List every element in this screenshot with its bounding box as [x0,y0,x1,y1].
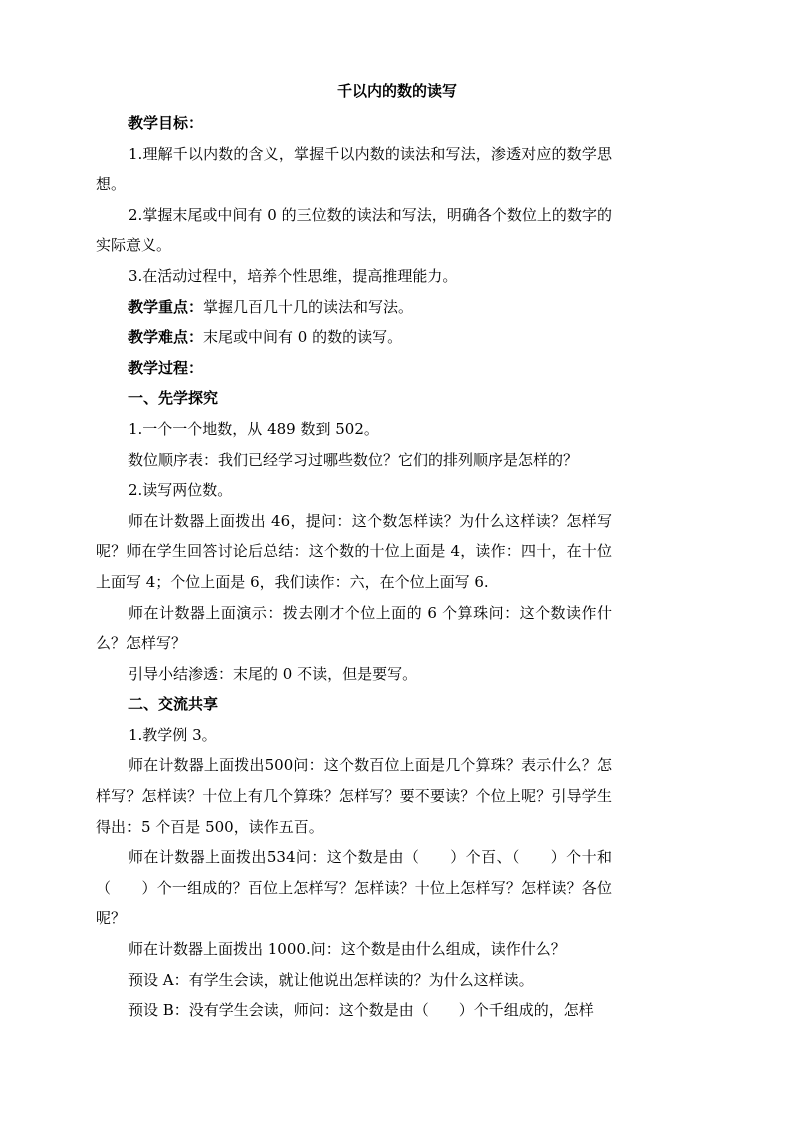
paragraph-text: 掌握几百几十几的读法和写法。 [203,297,414,316]
paragraph [96,965,612,996]
paragraph [96,414,612,445]
paragraph-text: 1.教学例 3。 [128,725,217,744]
paragraph [96,689,612,720]
paragraph-text: 师在计数器上面拨出 46，提问：这个数怎样读？为什么这样读？怎样写呢？师在学生回答讨论后总结：这个数的十位上面是 4，读作：四十，在十位上面写 4；个位上面是 6，我们读作：六，在个位上面写 6. [96,511,612,591]
paragraph [96,475,612,506]
paragraph-text: 预设 B：没有学生会读，师问：这个数是由（ ）个千组成的，怎样 [128,1001,594,1020]
paragraph [96,720,612,751]
paragraph-label: 一、先学探究 [128,389,219,408]
paragraph [96,506,612,598]
paragraph [96,995,612,1026]
paragraph [96,598,612,659]
document-title: 千以内的数的读写 [336,82,457,100]
paragraph-text: 2.掌握末尾或中间有 0 的三位数的读法和写法，明确各个数位上的数字的实际意义。 [96,205,612,255]
paragraph-text: 引导小结渗透：末尾的 0 不读，但是要写。 [128,664,418,683]
paragraph-label: 教学目标： [128,114,204,132]
paragraph [96,200,612,261]
paragraph-text: 师在计数器上面拨出 1000.问：这个数是由什么组成，读作什么？ [128,940,566,959]
paragraph [96,445,612,476]
paragraph-text: 末尾或中间有 0 的数的读写。 [203,328,403,347]
paragraph-text: 数位顺序表：我们已经学习过哪些数位？它们的排列顺序是怎样的？ [128,450,579,469]
paragraph-label: 教学难点： [128,328,204,347]
paragraph-text: 1.一个一个地数，从 489 数到 502。 [128,419,379,438]
paragraph [96,353,612,384]
paragraph-text: 师在计数器上面拨出534问：这个数是由（ ）个百、（ ）个十和（ ）个一组成的？百位上怎样写？怎样读？十位上怎样写？怎样读？各位呢？ [96,848,612,928]
paragraph-text: 3.在活动过程中，培养个性思维，提高推理能力。 [128,266,458,285]
paragraph [96,108,612,139]
paragraph [96,139,612,200]
paragraph-text: 预设 A：有学生会读，就让他说出怎样读的？为什么这样读。 [128,970,534,989]
paragraph [96,750,612,842]
paragraph-label: 教学过程： [128,358,204,377]
paragraph-text: 师在计数器上面演示：拨去刚才个位上面的 6 个算珠问：这个数读作什么？怎样写？ [96,603,612,653]
paragraph-text: 2.读写两位数。 [128,481,233,500]
paragraph-label: 二、交流共享 [128,695,219,714]
paragraph-text: 1.理解千以内数的含义，掌握千以内数的读法和写法，渗透对应的数学思想。 [96,144,612,194]
paragraph [96,842,612,934]
paragraph [96,322,612,353]
paragraph [96,934,612,965]
paragraph-label: 教学重点： [128,297,204,316]
paragraph [96,383,612,414]
paragraph [96,659,612,690]
paragraph [96,292,612,323]
paragraph-text: 师在计数器上面拨出500问：这个数百位上面是几个算珠？表示什么？怎样写？怎样读？十位上有几个算珠？怎样写？要不要读？个位上呢？引导学生得出：5 个百是 500，读作五百。 [96,756,612,836]
paragraph [96,261,612,292]
document-body [96,108,612,1026]
